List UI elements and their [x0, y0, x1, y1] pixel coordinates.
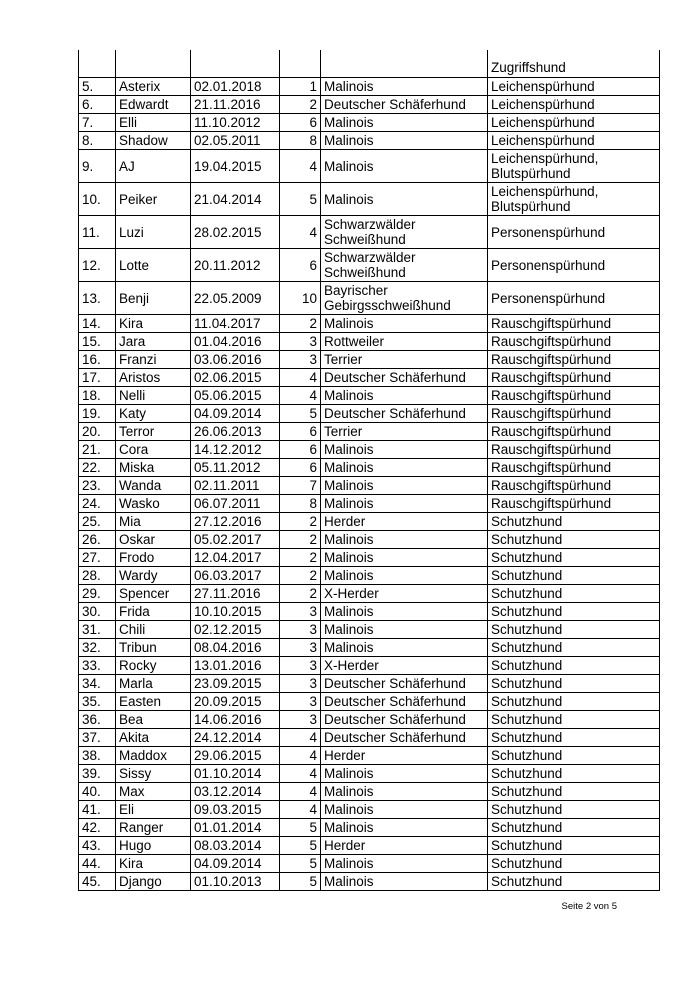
- cell-date: 06.07.2011: [191, 495, 280, 513]
- cell-breed: Malinois: [321, 549, 488, 567]
- cell-name: Nelli: [116, 387, 191, 405]
- cell-age: [280, 50, 321, 78]
- cell-function: Schutzhund: [488, 819, 660, 837]
- table-row: [79, 585, 660, 603]
- cell-number: 17.: [79, 369, 116, 387]
- cell-date: 12.04.2017: [191, 549, 280, 567]
- cell-name: [116, 50, 191, 78]
- cell-date: 23.09.2015: [191, 675, 280, 693]
- table-row: [79, 369, 660, 387]
- cell-name: Akita: [116, 729, 191, 747]
- cell-name: Rocky: [116, 657, 191, 675]
- cell-age: 3: [280, 603, 321, 621]
- cell-breed: Malinois: [321, 387, 488, 405]
- table-row: [79, 657, 660, 675]
- cell-date: 20.11.2012: [191, 249, 280, 282]
- table-row: [79, 675, 660, 693]
- cell-number: 40.: [79, 783, 116, 801]
- cell-date: 09.03.2015: [191, 801, 280, 819]
- table-row: [79, 387, 660, 405]
- table-row: [79, 495, 660, 513]
- cell-date: 02.11.2011: [191, 477, 280, 495]
- cell-date: 19.04.2015: [191, 150, 280, 183]
- cell-breed: Malinois: [321, 459, 488, 477]
- cell-breed: Malinois: [321, 183, 488, 216]
- cell-breed: Terrier: [321, 351, 488, 369]
- cell-date: 11.04.2017: [191, 315, 280, 333]
- table-row: [79, 423, 660, 441]
- table-row: [79, 531, 660, 549]
- table-row: [79, 855, 660, 873]
- cell-date: 26.06.2013: [191, 423, 280, 441]
- cell-age: 4: [280, 369, 321, 387]
- table-row: [79, 333, 660, 351]
- cell-age: 4: [280, 150, 321, 183]
- cell-function: Rauschgiftspürhund: [488, 423, 660, 441]
- cell-breed: Malinois: [321, 567, 488, 585]
- cell-age: 2: [280, 585, 321, 603]
- cell-date: 02.01.2018: [191, 78, 280, 96]
- table-row: [79, 183, 660, 216]
- table-row: [79, 783, 660, 801]
- cell-breed: Deutscher Schäferhund: [321, 693, 488, 711]
- cell-function: Schutzhund: [488, 873, 660, 891]
- cell-number: 20.: [79, 423, 116, 441]
- cell-name: Elli: [116, 114, 191, 132]
- cell-breed: Malinois: [321, 855, 488, 873]
- cell-function: Schutzhund: [488, 837, 660, 855]
- table-row: [79, 729, 660, 747]
- cell-breed: Deutscher Schäferhund: [321, 711, 488, 729]
- table-row: [79, 819, 660, 837]
- cell-name: Sissy: [116, 765, 191, 783]
- cell-date: 01.10.2014: [191, 765, 280, 783]
- cell-function: Rauschgiftspürhund: [488, 459, 660, 477]
- cell-age: 3: [280, 351, 321, 369]
- cell-breed: Malinois: [321, 783, 488, 801]
- cell-function: Rauschgiftspürhund: [488, 315, 660, 333]
- table-row-carryover: [79, 50, 660, 78]
- cell-name: Luzi: [116, 216, 191, 249]
- cell-name: Frida: [116, 603, 191, 621]
- cell-function: Rauschgiftspürhund: [488, 369, 660, 387]
- cell-function: Schutzhund: [488, 639, 660, 657]
- cell-breed: Malinois: [321, 441, 488, 459]
- table-row: [79, 765, 660, 783]
- cell-function: Schutzhund: [488, 567, 660, 585]
- cell-age: 6: [280, 459, 321, 477]
- table-row: [79, 249, 660, 282]
- cell-breed: Malinois: [321, 477, 488, 495]
- cell-number: 26.: [79, 531, 116, 549]
- cell-name: Terror: [116, 423, 191, 441]
- table-row: [79, 282, 660, 315]
- cell-name: Spencer: [116, 585, 191, 603]
- table-row: [79, 477, 660, 495]
- cell-function: Schutzhund: [488, 603, 660, 621]
- cell-number: 9.: [79, 150, 116, 183]
- cell-function: Rauschgiftspürhund: [488, 351, 660, 369]
- cell-age: 6: [280, 114, 321, 132]
- cell-age: 2: [280, 315, 321, 333]
- cell-age: 5: [280, 837, 321, 855]
- cell-date: 10.10.2015: [191, 603, 280, 621]
- cell-date: 22.05.2009: [191, 282, 280, 315]
- cell-age: 5: [280, 819, 321, 837]
- cell-function: Personenspürhund: [488, 282, 660, 315]
- cell-function: Schutzhund: [488, 675, 660, 693]
- cell-date: 11.10.2012: [191, 114, 280, 132]
- table-row: [79, 711, 660, 729]
- table-row: [79, 150, 660, 183]
- cell-function: Leichenspürhund: [488, 96, 660, 114]
- cell-age: 3: [280, 675, 321, 693]
- cell-breed: Rottweiler: [321, 333, 488, 351]
- cell-name: Bea: [116, 711, 191, 729]
- cell-number: 39.: [79, 765, 116, 783]
- table-row: [79, 693, 660, 711]
- cell-function: Schutzhund: [488, 765, 660, 783]
- cell-breed: Malinois: [321, 132, 488, 150]
- cell-breed: Deutscher Schäferhund: [321, 405, 488, 423]
- cell-name: Eli: [116, 801, 191, 819]
- table-row: [79, 96, 660, 114]
- cell-number: 38.: [79, 747, 116, 765]
- table-row: [79, 351, 660, 369]
- table-row: [79, 801, 660, 819]
- cell-breed: Schwarzwälder Schweißhund: [321, 249, 488, 282]
- cell-age: 4: [280, 765, 321, 783]
- cell-number: 29.: [79, 585, 116, 603]
- cell-function: Schutzhund: [488, 657, 660, 675]
- cell-number: 16.: [79, 351, 116, 369]
- cell-name: Django: [116, 873, 191, 891]
- cell-function: Schutzhund: [488, 729, 660, 747]
- cell-breed: Malinois: [321, 801, 488, 819]
- cell-breed: Bayrischer Gebirgsschweißhund: [321, 282, 488, 315]
- cell-name: Lotte: [116, 249, 191, 282]
- cell-date: 03.12.2014: [191, 783, 280, 801]
- cell-number: 28.: [79, 567, 116, 585]
- cell-age: 3: [280, 639, 321, 657]
- cell-function: Schutzhund: [488, 693, 660, 711]
- cell-date: 04.09.2014: [191, 855, 280, 873]
- cell-number: 32.: [79, 639, 116, 657]
- cell-breed: Deutscher Schäferhund: [321, 675, 488, 693]
- cell-age: 4: [280, 801, 321, 819]
- cell-number: 36.: [79, 711, 116, 729]
- table-row: [79, 603, 660, 621]
- cell-function: Rauschgiftspürhund: [488, 387, 660, 405]
- cell-date: 05.11.2012: [191, 459, 280, 477]
- table-row: [79, 216, 660, 249]
- cell-number: 8.: [79, 132, 116, 150]
- cell-age: 4: [280, 747, 321, 765]
- cell-date: 03.06.2016: [191, 351, 280, 369]
- cell-name: Ranger: [116, 819, 191, 837]
- cell-name: Peiker: [116, 183, 191, 216]
- cell-breed: Deutscher Schäferhund: [321, 96, 488, 114]
- cell-age: 4: [280, 216, 321, 249]
- cell-name: Jara: [116, 333, 191, 351]
- cell-function: Schutzhund: [488, 747, 660, 765]
- cell-breed: Herder: [321, 747, 488, 765]
- cell-number: 37.: [79, 729, 116, 747]
- cell-number: 44.: [79, 855, 116, 873]
- table-row: [79, 621, 660, 639]
- cell-date: 27.12.2016: [191, 513, 280, 531]
- cell-age: 8: [280, 132, 321, 150]
- cell-age: 4: [280, 387, 321, 405]
- cell-breed: Malinois: [321, 873, 488, 891]
- cell-breed: Malinois: [321, 150, 488, 183]
- cell-date: 01.01.2014: [191, 819, 280, 837]
- table-row: [79, 567, 660, 585]
- cell-function: Schutzhund: [488, 549, 660, 567]
- cell-name: Wanda: [116, 477, 191, 495]
- cell-age: 3: [280, 621, 321, 639]
- cell-date: [191, 50, 280, 78]
- cell-date: 06.03.2017: [191, 567, 280, 585]
- cell-date: 01.04.2016: [191, 333, 280, 351]
- cell-function: Schutzhund: [488, 801, 660, 819]
- cell-breed: Malinois: [321, 114, 488, 132]
- cell-breed: Malinois: [321, 621, 488, 639]
- cell-age: 6: [280, 441, 321, 459]
- cell-age: 5: [280, 855, 321, 873]
- cell-date: 21.04.2014: [191, 183, 280, 216]
- cell-function: Schutzhund: [488, 711, 660, 729]
- cell-function: Leichenspürhund: [488, 114, 660, 132]
- cell-age: 3: [280, 333, 321, 351]
- cell-name: Katy: [116, 405, 191, 423]
- cell-age: 5: [280, 873, 321, 891]
- cell-function: Rauschgiftspürhund: [488, 333, 660, 351]
- cell-date: 21.11.2016: [191, 96, 280, 114]
- cell-date: 01.10.2013: [191, 873, 280, 891]
- cell-name: Hugo: [116, 837, 191, 855]
- cell-number: 19.: [79, 405, 116, 423]
- cell-number: 21.: [79, 441, 116, 459]
- cell-date: 27.11.2016: [191, 585, 280, 603]
- cell-function: Leichenspürhund, Blutspürhund: [488, 183, 660, 216]
- cell-name: Edwardt: [116, 96, 191, 114]
- table-row: [79, 747, 660, 765]
- cell-name: Wasko: [116, 495, 191, 513]
- cell-date: 20.09.2015: [191, 693, 280, 711]
- cell-breed: Herder: [321, 837, 488, 855]
- cell-age: 3: [280, 693, 321, 711]
- cell-number: 31.: [79, 621, 116, 639]
- cell-age: 5: [280, 183, 321, 216]
- table-row: [79, 549, 660, 567]
- table-row: [79, 315, 660, 333]
- table-row: [79, 405, 660, 423]
- cell-date: 08.03.2014: [191, 837, 280, 855]
- cell-name: Aristos: [116, 369, 191, 387]
- cell-age: 6: [280, 423, 321, 441]
- page-number-label: Seite 2 von 5: [561, 901, 617, 912]
- cell-date: 29.06.2015: [191, 747, 280, 765]
- cell-name: Kira: [116, 855, 191, 873]
- cell-function: Schutzhund: [488, 585, 660, 603]
- cell-date: 08.04.2016: [191, 639, 280, 657]
- cell-number: 18.: [79, 387, 116, 405]
- cell-breed: Malinois: [321, 765, 488, 783]
- cell-age: 2: [280, 549, 321, 567]
- table-row: [79, 513, 660, 531]
- cell-number: 30.: [79, 603, 116, 621]
- table-row: [79, 78, 660, 96]
- cell-age: 6: [280, 249, 321, 282]
- cell-number: 34.: [79, 675, 116, 693]
- cell-function: Personenspürhund: [488, 249, 660, 282]
- cell-name: Maddox: [116, 747, 191, 765]
- cell-breed: Malinois: [321, 495, 488, 513]
- cell-age: 1: [280, 78, 321, 96]
- cell-number: 15.: [79, 333, 116, 351]
- cell-age: 10: [280, 282, 321, 315]
- cell-number: [79, 50, 116, 78]
- cell-name: Chili: [116, 621, 191, 639]
- cell-number: 25.: [79, 513, 116, 531]
- dog-table-body: [79, 50, 660, 891]
- cell-age: 3: [280, 657, 321, 675]
- cell-date: 04.09.2014: [191, 405, 280, 423]
- cell-number: 7.: [79, 114, 116, 132]
- cell-date: 02.06.2015: [191, 369, 280, 387]
- cell-number: 23.: [79, 477, 116, 495]
- cell-age: 4: [280, 783, 321, 801]
- cell-number: 43.: [79, 837, 116, 855]
- cell-function: Rauschgiftspürhund: [488, 441, 660, 459]
- cell-function: Leichenspürhund, Blutspürhund: [488, 150, 660, 183]
- cell-function: Schutzhund: [488, 855, 660, 873]
- cell-function: Zugriffshund: [488, 50, 660, 78]
- cell-age: 2: [280, 96, 321, 114]
- cell-date: 13.01.2016: [191, 657, 280, 675]
- cell-number: 24.: [79, 495, 116, 513]
- cell-function: Leichenspürhund: [488, 132, 660, 150]
- cell-breed: X-Herder: [321, 585, 488, 603]
- cell-name: Frodo: [116, 549, 191, 567]
- cell-breed: Malinois: [321, 531, 488, 549]
- cell-age: 2: [280, 531, 321, 549]
- cell-name: Shadow: [116, 132, 191, 150]
- cell-breed: Malinois: [321, 639, 488, 657]
- cell-function: Leichenspürhund: [488, 78, 660, 96]
- cell-date: 14.12.2012: [191, 441, 280, 459]
- table-row: [79, 132, 660, 150]
- cell-name: Wardy: [116, 567, 191, 585]
- cell-name: AJ: [116, 150, 191, 183]
- table-row: [79, 873, 660, 891]
- cell-function: Schutzhund: [488, 783, 660, 801]
- cell-number: 11.: [79, 216, 116, 249]
- cell-breed: Deutscher Schäferhund: [321, 369, 488, 387]
- cell-name: Oskar: [116, 531, 191, 549]
- cell-number: 41.: [79, 801, 116, 819]
- cell-number: 42.: [79, 819, 116, 837]
- cell-age: 8: [280, 495, 321, 513]
- cell-number: 13.: [79, 282, 116, 315]
- cell-number: 6.: [79, 96, 116, 114]
- cell-name: Franzi: [116, 351, 191, 369]
- cell-date: 02.05.2011: [191, 132, 280, 150]
- cell-function: Schutzhund: [488, 531, 660, 549]
- cell-name: Miska: [116, 459, 191, 477]
- cell-breed: Deutscher Schäferhund: [321, 729, 488, 747]
- cell-function: Rauschgiftspürhund: [488, 477, 660, 495]
- table-row: [79, 639, 660, 657]
- cell-number: 33.: [79, 657, 116, 675]
- cell-function: Rauschgiftspürhund: [488, 405, 660, 423]
- cell-number: 10.: [79, 183, 116, 216]
- cell-age: 3: [280, 711, 321, 729]
- cell-name: Tribun: [116, 639, 191, 657]
- cell-breed: Malinois: [321, 603, 488, 621]
- cell-breed: X-Herder: [321, 657, 488, 675]
- table-row: [79, 114, 660, 132]
- cell-age: 4: [280, 729, 321, 747]
- cell-name: Kira: [116, 315, 191, 333]
- cell-date: 14.06.2016: [191, 711, 280, 729]
- cell-name: Benji: [116, 282, 191, 315]
- cell-number: 22.: [79, 459, 116, 477]
- cell-name: Asterix: [116, 78, 191, 96]
- cell-function: Schutzhund: [488, 621, 660, 639]
- cell-date: 02.12.2015: [191, 621, 280, 639]
- cell-name: Easten: [116, 693, 191, 711]
- cell-name: Mia: [116, 513, 191, 531]
- cell-function: Rauschgiftspürhund: [488, 495, 660, 513]
- cell-breed: Malinois: [321, 315, 488, 333]
- cell-date: 28.02.2015: [191, 216, 280, 249]
- cell-function: Personenspürhund: [488, 216, 660, 249]
- cell-number: 5.: [79, 78, 116, 96]
- cell-number: 45.: [79, 873, 116, 891]
- cell-age: 7: [280, 477, 321, 495]
- cell-name: Cora: [116, 441, 191, 459]
- cell-date: 05.06.2015: [191, 387, 280, 405]
- cell-age: 2: [280, 513, 321, 531]
- table-row: [79, 459, 660, 477]
- cell-name: Marla: [116, 675, 191, 693]
- cell-age: 2: [280, 567, 321, 585]
- cell-breed: Terrier: [321, 423, 488, 441]
- table-row: [79, 837, 660, 855]
- cell-age: 5: [280, 405, 321, 423]
- cell-name: Max: [116, 783, 191, 801]
- cell-number: 35.: [79, 693, 116, 711]
- cell-number: 12.: [79, 249, 116, 282]
- cell-number: 27.: [79, 549, 116, 567]
- table-row: [79, 441, 660, 459]
- cell-date: 24.12.2014: [191, 729, 280, 747]
- dog-table: [78, 50, 660, 891]
- cell-breed: Malinois: [321, 819, 488, 837]
- cell-breed: [321, 50, 488, 78]
- cell-breed: Malinois: [321, 78, 488, 96]
- cell-function: Schutzhund: [488, 513, 660, 531]
- cell-number: 14.: [79, 315, 116, 333]
- cell-breed: Schwarzwälder Schweißhund: [321, 216, 488, 249]
- cell-breed: Herder: [321, 513, 488, 531]
- cell-date: 05.02.2017: [191, 531, 280, 549]
